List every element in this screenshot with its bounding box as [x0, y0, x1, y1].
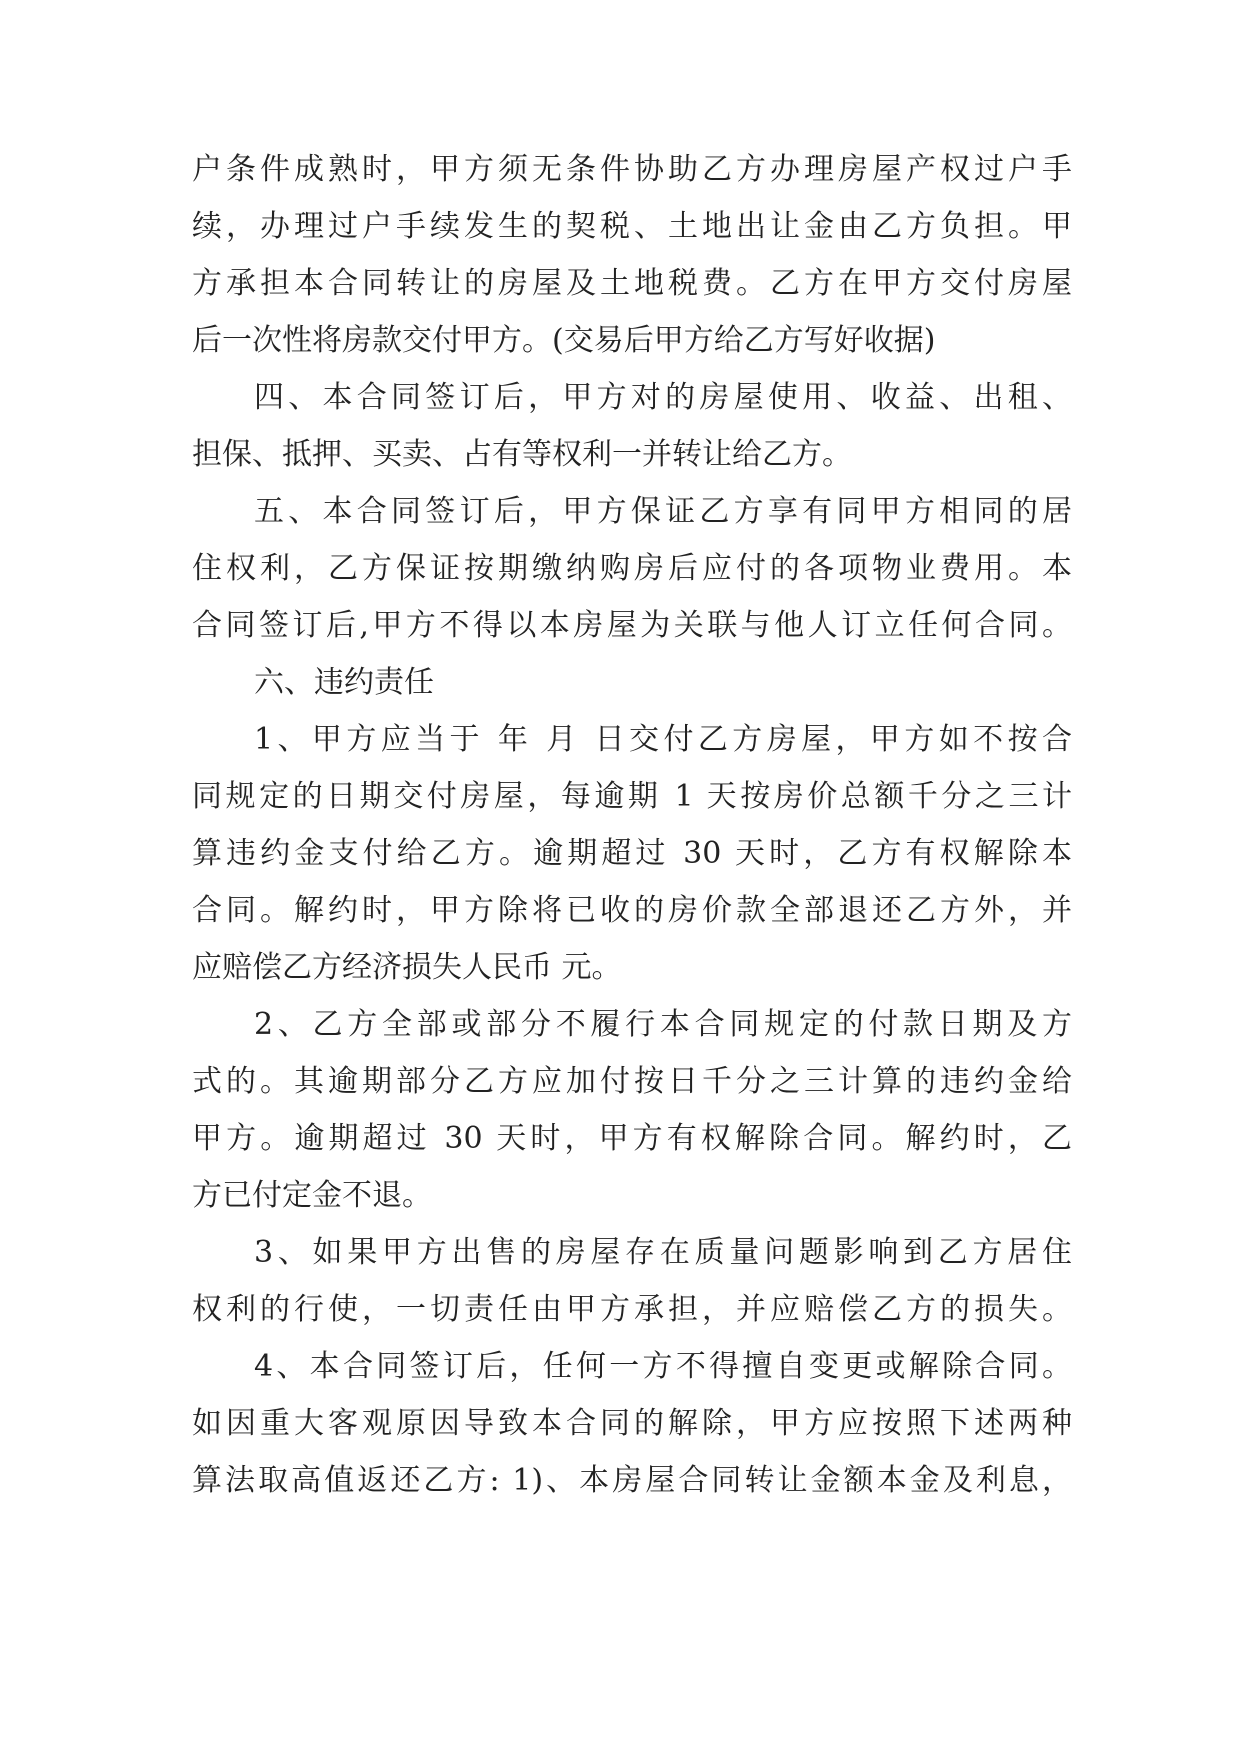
- text-line: 1、甲方应当于 年 月 日交付乙方房屋，甲方如不按合: [254, 722, 1072, 757]
- text-line: 住权利，乙方保证按期缴纳购房后应付的各项物业费用。本: [192, 551, 1072, 586]
- text-line: 合同签订后,甲方不得以本房屋为关联与他人订立任何合同。: [192, 608, 1072, 643]
- text-line: 4、本合同签订后，任何一方不得擅自变更或解除合同。: [254, 1349, 1072, 1384]
- text-line: 合同。解约时，甲方除将已收的房价款全部退还乙方外，并: [192, 893, 1072, 928]
- text-line: 后一次性将房款交付甲方。(交易后甲方给乙方写好收据): [192, 323, 936, 358]
- text-line: 3、如果甲方出售的房屋存在质量问题影响到乙方居住: [254, 1235, 1072, 1270]
- text-line: 2、乙方全部或部分不履行本合同规定的付款日期及方: [254, 1007, 1072, 1042]
- text-line: 户条件成熟时，甲方须无条件协助乙方办理房屋产权过户手: [192, 152, 1072, 187]
- text-line: 算违约金支付给乙方。逾期超过 30 天时，乙方有权解除本: [192, 836, 1072, 871]
- section-heading: 六、违约责任: [254, 665, 434, 700]
- text-line: 权利的行使，一切责任由甲方承担，并应赔偿乙方的损失。: [192, 1292, 1072, 1327]
- text-line: 甲方。逾期超过 30 天时，甲方有权解除合同。解约时，乙: [192, 1121, 1072, 1156]
- text-line: 算法取高值返还乙方: 1)、本房屋合同转让金额本金及利息，: [192, 1463, 1072, 1498]
- text-line: 如因重大客观原因导致本合同的解除，甲方应按照下述两种: [192, 1406, 1072, 1441]
- text-line: 续，办理过户手续发生的契税、土地出让金由乙方负担。甲: [192, 209, 1072, 244]
- text-line: 方已付定金不退。: [192, 1178, 432, 1213]
- text-line: 担保、抵押、买卖、占有等权利一并转让给乙方。: [192, 437, 852, 472]
- text-line: 式的。其逾期部分乙方应加付按日千分之三计算的违约金给: [192, 1064, 1072, 1099]
- text-line: 五、本合同签订后，甲方保证乙方享有同甲方相同的居: [254, 494, 1072, 529]
- text-line: 应赔偿乙方经济损失人民币 元。: [192, 950, 622, 985]
- text-line: 同规定的日期交付房屋，每逾期 1 天按房价总额千分之三计: [192, 779, 1072, 814]
- text-line: 四、本合同签订后，甲方对的房屋使用、收益、出租、: [254, 380, 1072, 415]
- text-line: 方承担本合同转让的房屋及土地税费。乙方在甲方交付房屋: [192, 266, 1072, 301]
